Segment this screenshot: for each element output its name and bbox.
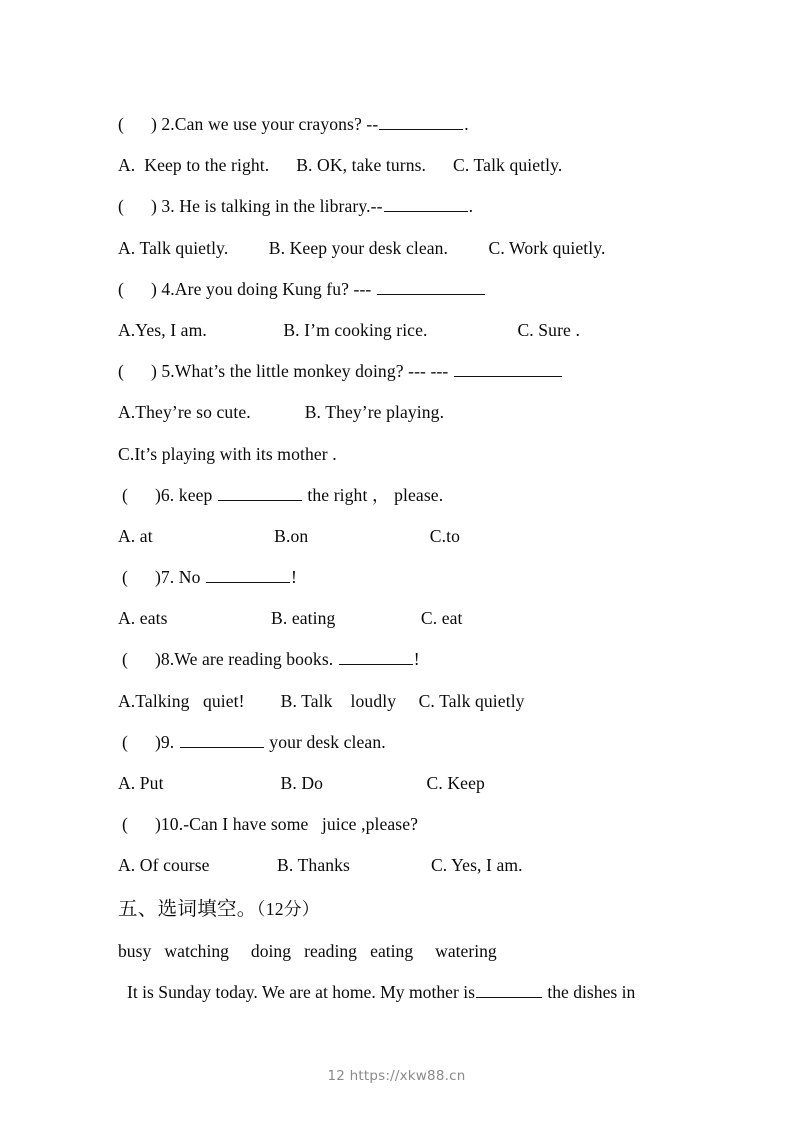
question-stem-q8 bbox=[118, 639, 718, 680]
options-row-q5-second: C.It’s playing with its mother . bbox=[118, 443, 337, 464]
answer-blank-q4[interactable] bbox=[377, 278, 485, 295]
page-footer: 12 https://xkw88.cn bbox=[327, 1068, 466, 1084]
options-row-q4: A.Yes, I am. B. I’m cooking rice. C. Sure . bbox=[118, 319, 580, 340]
question-stem-q6 bbox=[118, 475, 718, 516]
question-stem-q7-text: ( )7. No bbox=[122, 567, 206, 588]
options-row-q2: A. Keep to the right. B. OK, take turns. C. Talk quietly. bbox=[118, 155, 563, 176]
question-stem-q9 bbox=[118, 722, 718, 763]
question-stem-q2-text: ( ) 2.Can we use your crayons? -- bbox=[118, 114, 379, 134]
cloze-passage bbox=[118, 972, 718, 1013]
question-stem-q8-tail: ! bbox=[413, 649, 420, 670]
question-stem-q6-text: ( )6. keep bbox=[122, 484, 217, 505]
cloze-passage-before: It is Sunday today. We are at home. My mother is bbox=[127, 981, 475, 1002]
question-stem-q5 bbox=[118, 351, 718, 392]
question-stem-q2-tail: . bbox=[464, 114, 469, 134]
question-stem-q9-text: ( )9. bbox=[122, 731, 179, 752]
cloze-passage-after: the dishes in bbox=[542, 981, 636, 1002]
question-stem-q3 bbox=[118, 186, 718, 227]
question-stem-q7 bbox=[118, 557, 718, 598]
cloze-blank-1[interactable] bbox=[476, 981, 542, 998]
answer-blank-q3[interactable] bbox=[384, 195, 468, 212]
word-bank: busy watching doing reading eating watering bbox=[118, 940, 497, 961]
answer-blank-q5[interactable] bbox=[454, 360, 562, 377]
options-row-q5: A.They’re so cute. B. They’re playing. bbox=[118, 402, 445, 423]
question-stem-q4-text: ( ) 4.Are you doing Kung fu? --- bbox=[118, 278, 376, 299]
answer-blank-q6[interactable] bbox=[218, 484, 302, 501]
question-stem-q6-tail: the right ， please. bbox=[302, 484, 444, 505]
answer-blank-q7[interactable] bbox=[206, 566, 290, 583]
answer-blank-q2[interactable] bbox=[379, 113, 463, 130]
section-five-heading bbox=[118, 887, 718, 931]
worksheet-content bbox=[118, 104, 718, 1013]
options-row-q7: A. eats B. eating C. eat bbox=[118, 608, 463, 629]
answer-blank-q8[interactable] bbox=[339, 648, 413, 665]
question-stem-q4 bbox=[118, 269, 718, 310]
options-row-q9: A. Put B. Do C. Keep bbox=[118, 773, 485, 793]
options-row-q10: A. Of course B. Thanks C. Yes, I am. bbox=[118, 855, 523, 876]
question-stem-q5-text: ( ) 5.What’s the little monkey doing? --- --- bbox=[118, 361, 453, 382]
answer-blank-q9[interactable] bbox=[180, 731, 264, 748]
question-stem-q2 bbox=[118, 104, 718, 145]
section-five-score: （12分） bbox=[256, 898, 320, 919]
options-row-q8: A.Talking quiet! B. Talk loudly C. Talk quietly bbox=[118, 690, 525, 711]
question-stem-q8-text: ( )8.We are reading books. bbox=[122, 649, 338, 670]
question-stem-q10: ( )10.-Can I have some juice ,please? bbox=[122, 814, 419, 835]
question-stem-q9-tail: your desk clean. bbox=[264, 731, 386, 752]
options-row-q3: A. Talk quietly. B. Keep your desk clean. C. Work quietly. bbox=[118, 237, 606, 258]
question-stem-q7-tail: ! bbox=[291, 567, 297, 588]
question-stem-q3-text: ( ) 3. He is talking in the library.-- bbox=[118, 196, 383, 217]
options-row-q6: A. at B.on C.to bbox=[118, 525, 460, 546]
section-five-title: 五、选词填空。 bbox=[118, 896, 257, 920]
question-stem-q3-tail: . bbox=[468, 196, 474, 217]
